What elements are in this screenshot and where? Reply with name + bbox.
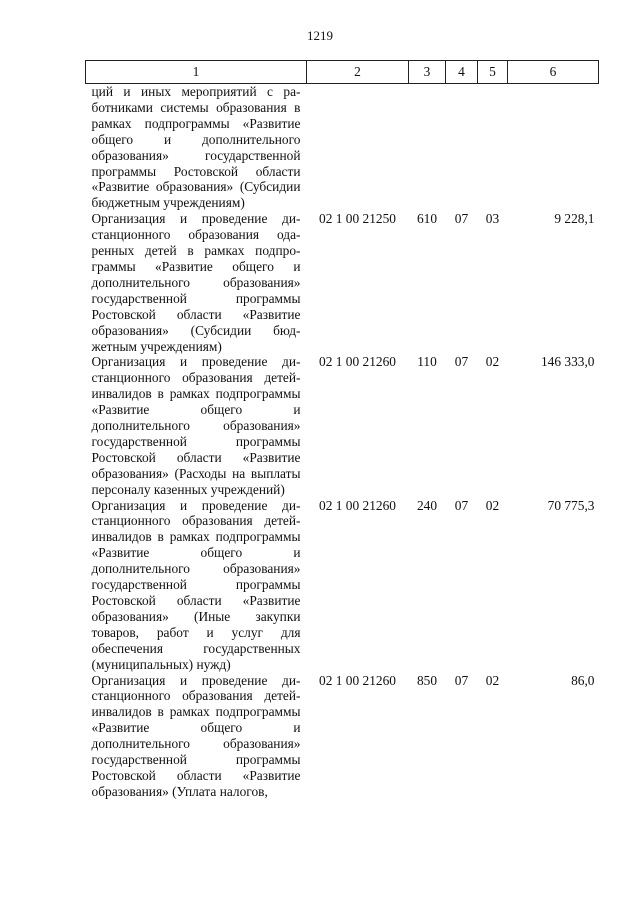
row-pr: 03 (485, 211, 500, 227)
row-description: Организация и проведение дистанционного образования детей-инвалидов в рамках подпрограммы «Развитие общего и дополнительного образования» государственной программы Ростовской области «Развитие образования» (Расходы на выплаты персоналу казенных учреждений) (91, 354, 301, 497)
column-header-3: 3 (409, 61, 446, 84)
column-header-6: 6 (508, 61, 599, 84)
table-row (86, 211, 599, 354)
row-amount: 86,0 (571, 672, 595, 688)
row-description: Организация и проведение дистанционного образования одаренных детей в рамках подпрограммы «Развитие общего и дополнительного образования» государственной программы Ростовской области «Развитие образования» (Субсидии бюджетным учреждениям) (91, 211, 301, 354)
row-pr: 02 (485, 354, 500, 370)
column-header-1: 1 (86, 61, 307, 84)
row-rz (446, 84, 478, 212)
row-vr (409, 84, 446, 212)
column-header-2: 2 (307, 61, 409, 84)
row-rz: 07 (454, 672, 469, 688)
page-number: 1219 (307, 28, 333, 43)
row-rz: 07 (454, 354, 469, 370)
table-row (86, 84, 599, 212)
table-row (86, 354, 599, 497)
row-vr: 110 (417, 354, 437, 370)
row-code: 02 1 00 21260 (319, 354, 396, 370)
table-row (86, 673, 599, 800)
row-amount: 70 775,3 (547, 497, 595, 513)
row-pr (478, 84, 508, 212)
row-description: Организация и проведение дистанционного образования детей-инвалидов в рамках подпрограммы «Развитие общего и дополнительного образования» государственной программы Ростовской области «Развитие образования» (Уплата налогов, (91, 672, 301, 799)
row-description: Организация и проведение дистанционного образования детей-инвалидов в рамках подпрограммы «Развитие общего и дополнительного образования» государственной программы Ростовской области «Развитие образования» (Иные закупки товаров, работ и услуг для обеспечения государственных (муниципальных) нужд) (91, 497, 301, 672)
row-rz: 07 (454, 211, 469, 227)
row-code: 02 1 00 21250 (319, 211, 396, 227)
row-amount (508, 84, 599, 212)
row-vr: 850 (416, 672, 438, 688)
row-vr: 240 (416, 497, 438, 513)
column-header-5: 5 (478, 61, 508, 84)
row-vr: 610 (416, 211, 438, 227)
row-code: 02 1 00 21260 (319, 672, 396, 688)
header-row (86, 61, 599, 84)
table-row (86, 498, 599, 673)
row-pr: 02 (485, 497, 500, 513)
column-header-4: 4 (446, 61, 478, 84)
row-amount: 146 333,0 (540, 354, 595, 370)
row-description: ций и иных мероприятий с работниками системы образования в рамках подпрограммы «Развитие общего и дополнительного образования» государственной программы Ростовской области «Развитие образования» (Субсидии бюджетным учреждениям) (91, 84, 301, 211)
row-pr: 02 (485, 672, 500, 688)
budget-table (85, 60, 599, 800)
row-rz: 07 (454, 497, 469, 513)
row-amount: 9 228,1 (554, 211, 595, 227)
row-code (307, 84, 409, 212)
row-code: 02 1 00 21260 (319, 497, 396, 513)
